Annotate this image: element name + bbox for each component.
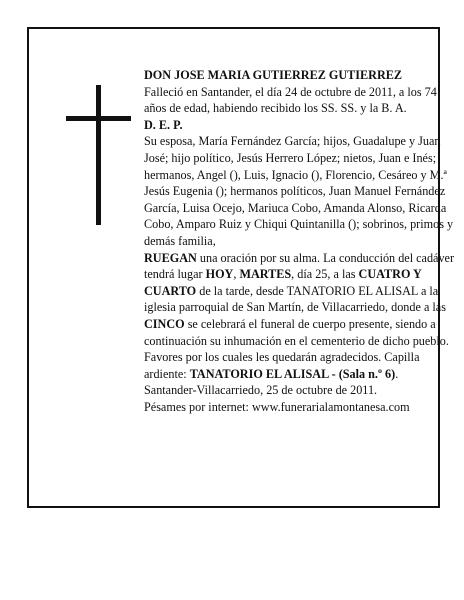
ruegan-word: RUEGAN: [144, 250, 197, 265]
funeral-text-2: ,: [233, 267, 240, 282]
funeral-time: CUATRO Y CUARTO: [144, 267, 422, 298]
condolences-line: Pésames por internet: www.funerarialamontanesa.com: [144, 399, 410, 414]
family-list: Su esposa, María Fernández García; hijos, Guadalupe y Juan José; hijo político, Jesús Herrero López; nietos, Juan e Inés; hermanos, Angel (), Luis, Ignacio (), Florencio, Cesáreo y M.ª Jesús Eugenia (); hermanos políticos, Juan Manuel Fernández García, Luisa Ocejo, Mariuca Cobo, Amanda Alonso, Ricarda Cobo, Amparo Ruiz y Chiqui Quintanilla (); sobrinos, primos y demás familia,: [144, 134, 454, 248]
funeral-text-4: de la tarde, desde TANATORIO EL ALISAL a la iglesia parroquial de San Martín, de Villacarriedo, donde a las: [144, 283, 446, 315]
deceased-name: DON JOSE MARIA GUTIERREZ GUTIERREZ: [144, 68, 403, 82]
funeral-text-1: una oración por su alma. La conducción del cadáver tendrá lugar: [144, 250, 455, 282]
cinco-word: CINCO: [144, 316, 185, 331]
hoy-word: HOY: [205, 267, 234, 282]
place-date: Santander-Villacarriedo, 25 de octubre de 2011.: [144, 383, 378, 398]
funeral-details: [144, 250, 454, 383]
cross-icon: [96, 85, 101, 225]
martes-word: MARTES: [239, 267, 292, 282]
obituary-notice: [27, 27, 455, 508]
obituary-text: [144, 67, 454, 415]
death-info: Falleció en Santander, el día 24 de octubre de 2011, a los 74 años de edad, habiendo recibido los SS. SS. y la B. A.: [144, 84, 437, 116]
funeral-text-3: , día 25, a las: [291, 267, 359, 282]
funeral-text-5: se celebrará el funeral de cuerpo presente, siendo a continuación su inhumación en el cementerio de dicho pueblo. Favores por los cuales les quedarán agradecidos. Capilla ardiente:: [144, 316, 449, 381]
dep-line: D. E. P.: [144, 117, 183, 132]
funeral-text-6: .: [395, 366, 399, 381]
cross-icon-bar: [66, 116, 131, 121]
capilla-ardiente: TANATORIO EL ALISAL - (Sala n.º 6): [189, 366, 396, 381]
